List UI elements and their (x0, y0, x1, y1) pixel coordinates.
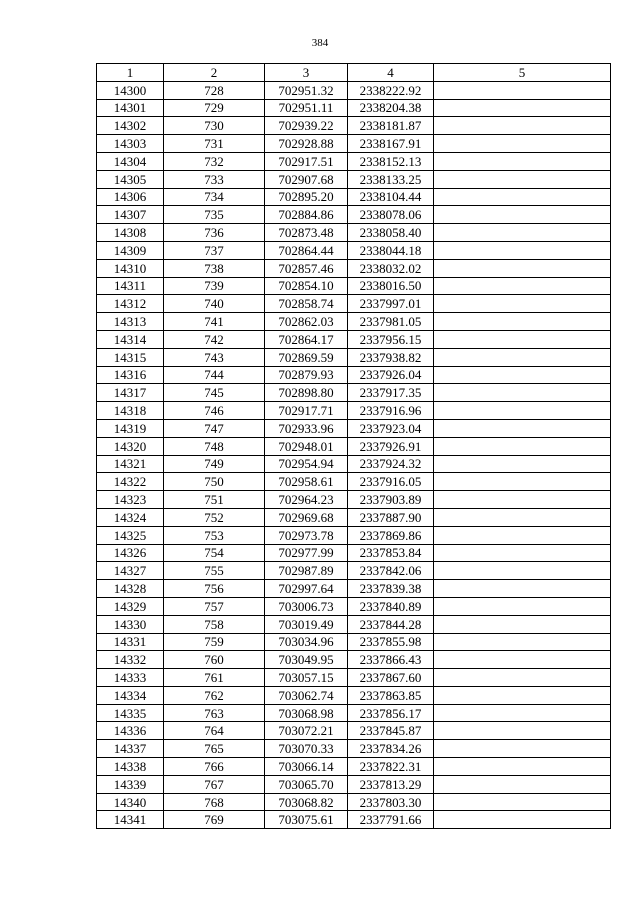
y-coordinate-cell: 2338152.13 (348, 152, 434, 170)
x-coordinate-cell: 703068.98 (265, 704, 348, 722)
x-coordinate-cell: 702951.11 (265, 99, 348, 117)
y-coordinate-cell: 2337856.17 (348, 704, 434, 722)
note-cell (434, 473, 611, 491)
y-coordinate-cell: 2337803.30 (348, 793, 434, 811)
table-row (97, 508, 611, 526)
table-row (97, 669, 611, 687)
x-coordinate-cell: 702898.80 (265, 384, 348, 402)
vertex-number-cell: 762 (164, 686, 265, 704)
point-number-cell: 14340 (97, 793, 164, 811)
table-row (97, 491, 611, 509)
note-cell (434, 669, 611, 687)
vertex-number-cell: 737 (164, 241, 265, 259)
x-coordinate-cell: 702948.01 (265, 437, 348, 455)
x-coordinate-cell: 702858.74 (265, 295, 348, 313)
y-coordinate-cell: 2338044.18 (348, 241, 434, 259)
vertex-number-cell: 748 (164, 437, 265, 455)
table-row (97, 384, 611, 402)
vertex-number-cell: 731 (164, 135, 265, 153)
x-coordinate-cell: 702997.64 (265, 580, 348, 598)
point-number-cell: 14324 (97, 508, 164, 526)
x-coordinate-cell: 702873.48 (265, 224, 348, 242)
y-coordinate-cell: 2337926.04 (348, 366, 434, 384)
x-coordinate-cell: 702884.86 (265, 206, 348, 224)
vertex-number-cell: 760 (164, 651, 265, 669)
note-cell (434, 811, 611, 829)
y-coordinate-cell: 2337916.96 (348, 402, 434, 420)
vertex-number-cell: 764 (164, 722, 265, 740)
point-number-cell: 14314 (97, 330, 164, 348)
point-number-cell: 14330 (97, 615, 164, 633)
vertex-number-cell: 758 (164, 615, 265, 633)
point-number-cell: 14300 (97, 81, 164, 99)
vertex-number-cell: 750 (164, 473, 265, 491)
y-coordinate-cell: 2337926.91 (348, 437, 434, 455)
y-coordinate-cell: 2338204.38 (348, 99, 434, 117)
vertex-number-cell: 766 (164, 758, 265, 776)
table-header (97, 64, 611, 82)
table-row (97, 188, 611, 206)
vertex-number-cell: 754 (164, 544, 265, 562)
coordinates-table (96, 63, 611, 829)
table-row (97, 135, 611, 153)
table-row (97, 241, 611, 259)
note-cell (434, 686, 611, 704)
x-coordinate-cell: 703068.82 (265, 793, 348, 811)
point-number-cell: 14303 (97, 135, 164, 153)
vertex-number-cell: 738 (164, 259, 265, 277)
vertex-number-cell: 763 (164, 704, 265, 722)
point-number-cell: 14317 (97, 384, 164, 402)
vertex-number-cell: 747 (164, 419, 265, 437)
x-coordinate-cell: 703075.61 (265, 811, 348, 829)
note-cell (434, 580, 611, 598)
note-cell (434, 295, 611, 313)
x-coordinate-cell: 702862.03 (265, 313, 348, 331)
point-number-cell: 14305 (97, 170, 164, 188)
vertex-number-cell: 729 (164, 99, 265, 117)
table-row (97, 793, 611, 811)
x-coordinate-cell: 702987.89 (265, 562, 348, 580)
x-coordinate-cell: 702917.71 (265, 402, 348, 420)
note-cell (434, 615, 611, 633)
y-coordinate-cell: 2338181.87 (348, 117, 434, 135)
table-row (97, 562, 611, 580)
vertex-number-cell: 751 (164, 491, 265, 509)
y-coordinate-cell: 2337855.98 (348, 633, 434, 651)
table-row (97, 348, 611, 366)
point-number-cell: 14307 (97, 206, 164, 224)
table-body (97, 81, 611, 828)
table-row (97, 455, 611, 473)
x-coordinate-cell: 702857.46 (265, 259, 348, 277)
x-coordinate-cell: 703062.74 (265, 686, 348, 704)
point-number-cell: 14318 (97, 402, 164, 420)
table-row (97, 206, 611, 224)
vertex-number-cell: 742 (164, 330, 265, 348)
y-coordinate-cell: 2337869.86 (348, 526, 434, 544)
note-cell (434, 722, 611, 740)
y-coordinate-cell: 2337834.26 (348, 740, 434, 758)
vertex-number-cell: 740 (164, 295, 265, 313)
note-cell (434, 651, 611, 669)
y-coordinate-cell: 2337866.43 (348, 651, 434, 669)
note-cell (434, 491, 611, 509)
x-coordinate-cell: 703019.49 (265, 615, 348, 633)
table-row (97, 775, 611, 793)
point-number-cell: 14321 (97, 455, 164, 473)
point-number-cell: 14315 (97, 348, 164, 366)
vertex-number-cell: 745 (164, 384, 265, 402)
point-number-cell: 14336 (97, 722, 164, 740)
note-cell (434, 384, 611, 402)
point-number-cell: 14301 (97, 99, 164, 117)
vertex-number-cell: 753 (164, 526, 265, 544)
y-coordinate-cell: 2338058.40 (348, 224, 434, 242)
y-coordinate-cell: 2337863.85 (348, 686, 434, 704)
vertex-number-cell: 769 (164, 811, 265, 829)
x-coordinate-cell: 702928.88 (265, 135, 348, 153)
table-row (97, 366, 611, 384)
point-number-cell: 14327 (97, 562, 164, 580)
header-cell-2: 2 (164, 64, 265, 82)
table-row (97, 615, 611, 633)
x-coordinate-cell: 703072.21 (265, 722, 348, 740)
x-coordinate-cell: 703006.73 (265, 597, 348, 615)
table-row (97, 402, 611, 420)
table-row (97, 313, 611, 331)
header-cell-4: 4 (348, 64, 434, 82)
note-cell (434, 775, 611, 793)
point-number-cell: 14331 (97, 633, 164, 651)
table-row (97, 117, 611, 135)
vertex-number-cell: 744 (164, 366, 265, 384)
note-cell (434, 704, 611, 722)
y-coordinate-cell: 2337956.15 (348, 330, 434, 348)
point-number-cell: 14328 (97, 580, 164, 598)
vertex-number-cell: 757 (164, 597, 265, 615)
note-cell (434, 135, 611, 153)
note-cell (434, 402, 611, 420)
vertex-number-cell: 733 (164, 170, 265, 188)
x-coordinate-cell: 702879.93 (265, 366, 348, 384)
x-coordinate-cell: 702977.99 (265, 544, 348, 562)
vertex-number-cell: 743 (164, 348, 265, 366)
table-row (97, 437, 611, 455)
x-coordinate-cell: 702869.59 (265, 348, 348, 366)
y-coordinate-cell: 2337981.05 (348, 313, 434, 331)
x-coordinate-cell: 702864.17 (265, 330, 348, 348)
y-coordinate-cell: 2337903.89 (348, 491, 434, 509)
note-cell (434, 188, 611, 206)
note-cell (434, 455, 611, 473)
table-row (97, 99, 611, 117)
x-coordinate-cell: 702864.44 (265, 241, 348, 259)
point-number-cell: 14323 (97, 491, 164, 509)
x-coordinate-cell: 702854.10 (265, 277, 348, 295)
note-cell (434, 277, 611, 295)
table-row (97, 473, 611, 491)
table-row (97, 330, 611, 348)
header-cell-3: 3 (265, 64, 348, 82)
vertex-number-cell: 739 (164, 277, 265, 295)
y-coordinate-cell: 2338104.44 (348, 188, 434, 206)
point-number-cell: 14325 (97, 526, 164, 544)
note-cell (434, 419, 611, 437)
y-coordinate-cell: 2337938.82 (348, 348, 434, 366)
x-coordinate-cell: 702951.32 (265, 81, 348, 99)
vertex-number-cell: 734 (164, 188, 265, 206)
y-coordinate-cell: 2338222.92 (348, 81, 434, 99)
note-cell (434, 544, 611, 562)
header-row (97, 64, 611, 82)
y-coordinate-cell: 2337842.06 (348, 562, 434, 580)
page-number: 384 (311, 37, 329, 49)
point-number-cell: 14322 (97, 473, 164, 491)
table-row (97, 170, 611, 188)
x-coordinate-cell: 702964.23 (265, 491, 348, 509)
table-row (97, 526, 611, 544)
x-coordinate-cell: 703057.15 (265, 669, 348, 687)
y-coordinate-cell: 2338133.25 (348, 170, 434, 188)
note-cell (434, 508, 611, 526)
vertex-number-cell: 759 (164, 633, 265, 651)
y-coordinate-cell: 2337791.66 (348, 811, 434, 829)
note-cell (434, 259, 611, 277)
table-row (97, 740, 611, 758)
table-row (97, 722, 611, 740)
x-coordinate-cell: 702933.96 (265, 419, 348, 437)
header-cell-5: 5 (434, 64, 611, 82)
x-coordinate-cell: 703049.95 (265, 651, 348, 669)
point-number-cell: 14326 (97, 544, 164, 562)
vertex-number-cell: 741 (164, 313, 265, 331)
y-coordinate-cell: 2337916.05 (348, 473, 434, 491)
x-coordinate-cell: 702939.22 (265, 117, 348, 135)
table-row (97, 224, 611, 242)
table-row (97, 811, 611, 829)
note-cell (434, 152, 611, 170)
vertex-number-cell: 765 (164, 740, 265, 758)
header-cell-1: 1 (97, 64, 164, 82)
note-cell (434, 224, 611, 242)
y-coordinate-cell: 2337813.29 (348, 775, 434, 793)
table-row (97, 758, 611, 776)
table-row (97, 152, 611, 170)
point-number-cell: 14339 (97, 775, 164, 793)
x-coordinate-cell: 702954.94 (265, 455, 348, 473)
y-coordinate-cell: 2337917.35 (348, 384, 434, 402)
y-coordinate-cell: 2337822.31 (348, 758, 434, 776)
table-row (97, 704, 611, 722)
note-cell (434, 241, 611, 259)
note-cell (434, 562, 611, 580)
vertex-number-cell: 730 (164, 117, 265, 135)
y-coordinate-cell: 2337867.60 (348, 669, 434, 687)
y-coordinate-cell: 2337924.32 (348, 455, 434, 473)
point-number-cell: 14335 (97, 704, 164, 722)
note-cell (434, 597, 611, 615)
note-cell (434, 170, 611, 188)
note-cell (434, 99, 611, 117)
point-number-cell: 14341 (97, 811, 164, 829)
point-number-cell: 14310 (97, 259, 164, 277)
vertex-number-cell: 728 (164, 81, 265, 99)
x-coordinate-cell: 703034.96 (265, 633, 348, 651)
vertex-number-cell: 768 (164, 793, 265, 811)
y-coordinate-cell: 2338032.02 (348, 259, 434, 277)
point-number-cell: 14306 (97, 188, 164, 206)
vertex-number-cell: 767 (164, 775, 265, 793)
point-number-cell: 14332 (97, 651, 164, 669)
x-coordinate-cell: 702917.51 (265, 152, 348, 170)
table-row (97, 633, 611, 651)
x-coordinate-cell: 702969.68 (265, 508, 348, 526)
x-coordinate-cell: 702973.78 (265, 526, 348, 544)
table-row (97, 295, 611, 313)
x-coordinate-cell: 702958.61 (265, 473, 348, 491)
point-number-cell: 14337 (97, 740, 164, 758)
y-coordinate-cell: 2337997.01 (348, 295, 434, 313)
note-cell (434, 348, 611, 366)
y-coordinate-cell: 2337840.89 (348, 597, 434, 615)
table-row (97, 81, 611, 99)
table-row (97, 419, 611, 437)
vertex-number-cell: 736 (164, 224, 265, 242)
point-number-cell: 14319 (97, 419, 164, 437)
point-number-cell: 14320 (97, 437, 164, 455)
vertex-number-cell: 756 (164, 580, 265, 598)
point-number-cell: 14308 (97, 224, 164, 242)
note-cell (434, 526, 611, 544)
vertex-number-cell: 746 (164, 402, 265, 420)
note-cell (434, 313, 611, 331)
x-coordinate-cell: 702907.68 (265, 170, 348, 188)
vertex-number-cell: 749 (164, 455, 265, 473)
table-row (97, 259, 611, 277)
y-coordinate-cell: 2338016.50 (348, 277, 434, 295)
x-coordinate-cell: 703070.33 (265, 740, 348, 758)
point-number-cell: 14309 (97, 241, 164, 259)
vertex-number-cell: 755 (164, 562, 265, 580)
note-cell (434, 206, 611, 224)
vertex-number-cell: 761 (164, 669, 265, 687)
y-coordinate-cell: 2338167.91 (348, 135, 434, 153)
point-number-cell: 14304 (97, 152, 164, 170)
x-coordinate-cell: 703065.70 (265, 775, 348, 793)
point-number-cell: 14334 (97, 686, 164, 704)
note-cell (434, 330, 611, 348)
point-number-cell: 14316 (97, 366, 164, 384)
point-number-cell: 14313 (97, 313, 164, 331)
y-coordinate-cell: 2337839.38 (348, 580, 434, 598)
note-cell (434, 81, 611, 99)
vertex-number-cell: 732 (164, 152, 265, 170)
y-coordinate-cell: 2337853.84 (348, 544, 434, 562)
table-row (97, 597, 611, 615)
point-number-cell: 14311 (97, 277, 164, 295)
note-cell (434, 437, 611, 455)
vertex-number-cell: 735 (164, 206, 265, 224)
point-number-cell: 14333 (97, 669, 164, 687)
y-coordinate-cell: 2337844.28 (348, 615, 434, 633)
table-row (97, 651, 611, 669)
point-number-cell: 14302 (97, 117, 164, 135)
vertex-number-cell: 752 (164, 508, 265, 526)
note-cell (434, 117, 611, 135)
x-coordinate-cell: 702895.20 (265, 188, 348, 206)
note-cell (434, 366, 611, 384)
note-cell (434, 740, 611, 758)
y-coordinate-cell: 2337923.04 (348, 419, 434, 437)
note-cell (434, 758, 611, 776)
point-number-cell: 14312 (97, 295, 164, 313)
y-coordinate-cell: 2338078.06 (348, 206, 434, 224)
x-coordinate-cell: 703066.14 (265, 758, 348, 776)
point-number-cell: 14329 (97, 597, 164, 615)
table-row (97, 580, 611, 598)
note-cell (434, 793, 611, 811)
table-row (97, 686, 611, 704)
y-coordinate-cell: 2337887.90 (348, 508, 434, 526)
table-row (97, 277, 611, 295)
y-coordinate-cell: 2337845.87 (348, 722, 434, 740)
table-row (97, 544, 611, 562)
note-cell (434, 633, 611, 651)
point-number-cell: 14338 (97, 758, 164, 776)
